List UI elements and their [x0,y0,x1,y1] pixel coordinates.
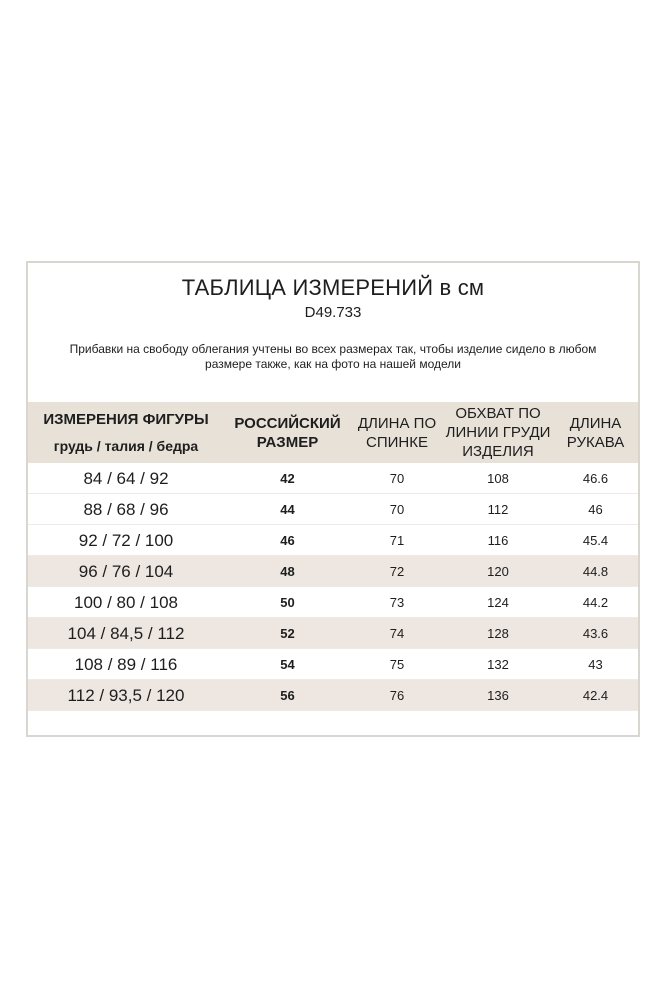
back-length-cell: 72 [389,564,405,579]
table-row [28,618,638,649]
size-cell: 54 [280,657,295,672]
figure-cell: 112 / 93,5 / 120 [67,686,185,705]
back-length-cell: 70 [389,471,405,486]
size-chart-card [26,261,640,737]
header-ru-size-line-2: РАЗМЕР [256,433,319,451]
figure-cell: 104 / 84,5 / 112 [67,624,185,643]
header-figure-label: ИЗМЕРЕНИЯ ФИГУРЫ [43,410,209,428]
sleeve-length-cell: 45.4 [582,533,609,548]
header-sleeve-line-2: РУКАВА [566,433,625,451]
table-row [28,556,638,587]
back-length-cell: 70 [389,502,405,517]
table-header [28,402,638,463]
table-row [28,649,638,680]
header-ru-size [224,402,351,463]
fit-note-line-2: размере также, как на фото на нашей модели [205,357,461,371]
header-figure [28,402,224,463]
chest-girth-cell: 116 [487,533,509,548]
figure-cell: 88 / 68 / 96 [83,500,169,519]
fit-note-line-1: Прибавки на свободу облегания учтены во всех размерах так, чтобы изделие сидело в любом [69,342,597,356]
sleeve-length-cell: 44.2 [582,595,609,610]
sleeve-length-cell: 44.8 [582,564,609,579]
row-divider [28,710,638,711]
sleeve-length-cell: 42.4 [582,688,609,703]
figure-cell: 96 / 76 / 104 [78,562,174,581]
table-row [28,680,638,711]
sleeve-length-cell: 46.6 [582,471,609,486]
table-row [28,525,638,556]
header-chest-girth-line-3: ИЗДЕЛИЯ [462,443,534,460]
figure-cell: 92 / 72 / 100 [78,531,174,550]
chest-girth-cell: 124 [487,595,509,610]
header-sleeve-line-1: ДЛИНА [569,414,622,432]
size-cell: 44 [280,502,295,517]
back-length-cell: 73 [389,595,405,610]
header-chest-girth-line-1: ОБХВАТ ПО [455,405,541,422]
back-length-cell: 71 [389,533,405,548]
back-length-cell: 75 [389,657,405,672]
size-cell: 42 [280,471,295,486]
sleeve-length-cell: 46 [588,502,603,517]
size-cell: 52 [280,626,295,641]
figure-cell: 100 / 80 / 108 [74,593,178,612]
figure-cell: 84 / 64 / 92 [83,469,169,488]
back-length-cell: 74 [389,626,405,641]
figure-cell: 108 / 89 / 116 [74,655,178,674]
header-chest-girth [443,402,553,463]
chest-girth-cell: 108 [487,471,509,486]
size-cell: 56 [280,688,295,703]
fit-note [58,342,608,372]
table-row [28,587,638,618]
chest-girth-cell: 128 [487,626,509,641]
header-ru-size-line-1: РОССИЙСКИЙ [234,414,341,432]
chest-girth-cell: 120 [487,564,509,579]
chest-girth-cell: 136 [487,688,509,703]
size-cell: 46 [280,533,295,548]
size-cell: 48 [280,564,295,579]
header-figure-sub: грудь / талия / бедра [53,437,199,454]
header-chest-girth-line-2: ЛИНИИ ГРУДИ [445,424,551,441]
size-cell: 50 [280,595,295,610]
sleeve-length-cell: 43 [588,657,603,672]
header-back-length-line-2: СПИНКЕ [366,433,428,451]
table-row [28,463,638,494]
header-sleeve-length [553,402,638,463]
chart-title: ТАБЛИЦА ИЗМЕРЕНИЙ в см [181,275,485,300]
product-code: D49.733 [304,304,362,321]
table-body [28,463,638,711]
sleeve-length-cell: 43.6 [582,626,609,641]
back-length-cell: 76 [389,688,405,703]
chest-girth-cell: 132 [487,657,509,672]
header-back-length [351,402,443,463]
chest-girth-cell: 112 [487,502,509,517]
table-row [28,494,638,525]
header-back-length-line-1: ДЛИНА ПО [357,414,437,432]
